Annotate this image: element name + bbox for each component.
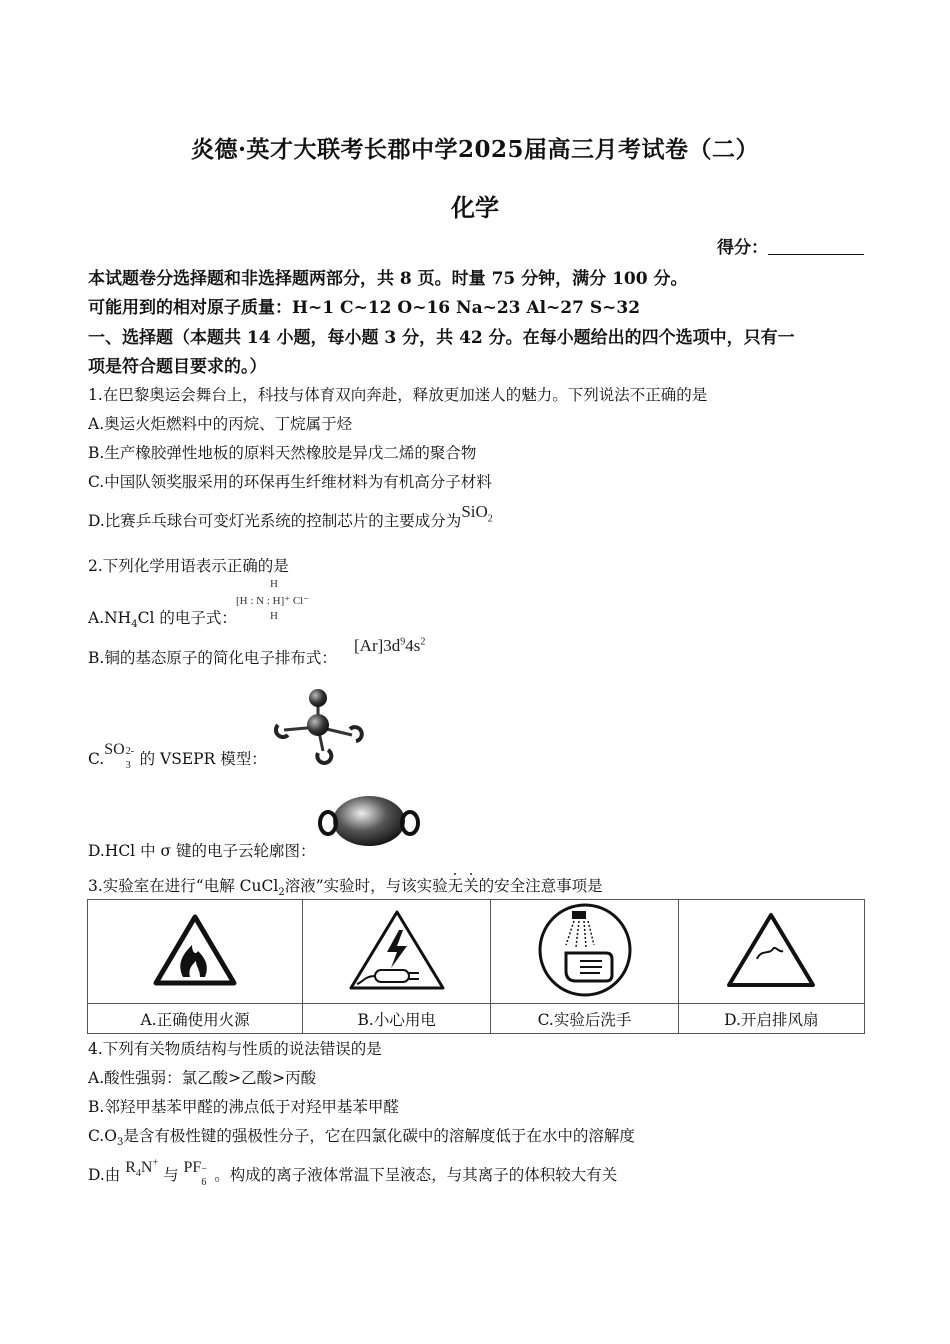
cu-electron-config: $[Ar]3d^94s^2$ [354,636,426,655]
instructions-line2: 可能用到的相对原子质量：H~1 C~12 O~16 Na~23 Al~27 S~32 [88,298,641,318]
option-c-icon-cell [491,900,678,1004]
q4-option-c: $C.O_3$是含有极性键的强极性分子，它在四氯化碳中的溶解度低于在水中的溶解度 [88,1127,635,1149]
so3-ion: SO 2- 3 [104,741,135,771]
score-label: 得分： [717,238,768,258]
q1-option-d [88,502,493,533]
q4-stem: 4.下列有关物质结构与性质的说法错误的是 [88,1040,382,1058]
option-d-icon-cell [678,900,864,1004]
instructions-line1: 本试题卷分选择题和非选择题两部分，共 8 页。时量 75 分钟，满分 100 分。 [88,269,688,289]
option-d-label: D.开启排风扇 [678,1004,864,1034]
section1-heading: 一、选择题（本题共 14 小题，每小题 3 分，共 42 分。在每小题给出的四个选项中，只有一 [88,328,795,348]
ventilation-icon [723,909,819,991]
electric-shock-icon [347,908,447,992]
q4-option-d: D.由 $R_4N^+$ 与 PF − 6 。构成的离子液体常温下呈液态，与其离子的体积较大有关 [88,1157,618,1188]
score-field [717,233,864,258]
q3-stem: 3.实验室在进行“电解 CuCl$_2$溶液”实验时，与该实验无关 的安全注意事项是 [88,874,603,898]
nh4cl-electron-formula: H [H : N : H]⁺ Cl⁻ H [236,578,310,622]
q1-stem: 1.在巴黎奥运会舞台上，科技与体育双向奔赴，释放更加迷人的魅力。下列说法不正确的是 [88,386,708,404]
q2-option-b: B.铜的基态原子的简化电子排布式： [88,649,337,667]
r4n-ion: $R_4N^+$ [125,1157,159,1180]
vsepr-model-image [268,685,364,765]
hand-wash-icon [536,901,634,999]
q1-option-d-text: D.比赛乒乓球台可变灯光系统的控制芯片的主要成分为 [88,512,462,530]
fire-icon [150,911,240,989]
subject-title: 化学 [451,193,499,222]
section1-heading-cont: 项是符合题目要求的。） [88,357,267,377]
q2-option-a: $A.NH_4Cl$ 的电子式： [88,609,237,631]
q1-option-c: C.中国队领奖服采用的环保再生纤维材料为有机高分子材料 [88,473,492,491]
safety-options-table [87,899,865,1034]
q2-option-d: D.HCl 中 σ 键的电子云轮廓图： [88,842,316,860]
q1-option-a: A.奥运火炬燃料中的丙烷、丁烷属于烃 [88,415,353,433]
exam-title: 炎德·英才大联考长郡中学2025届高三月考试卷（二） [190,136,760,163]
score-blank [768,238,864,255]
q1-option-b: B.生产橡胶弹性地板的原料天然橡胶是异戊二烯的聚合物 [88,444,477,462]
option-b-icon-cell [303,900,491,1004]
pf6-ion: PF − 6 [183,1159,207,1188]
q2-stem: 2.下列化学用语表示正确的是 [88,557,289,575]
q4-option-b: B.邻羟甲基苯甲醛的沸点低于对羟甲基苯甲醛 [88,1098,399,1116]
sio2-formula: SiO$_2$ [461,502,493,525]
option-c-label: C.实验后洗手 [491,1004,678,1034]
option-a-icon-cell [88,900,303,1004]
q2-option-c: C.SO 2- 3 的 VSEPR 模型： [88,741,267,771]
q3-emphasis: 无关 [448,877,479,895]
option-a-label: A.正确使用火源 [88,1004,303,1034]
q4-option-a: A.酸性强弱：氯乙酸>乙酸>丙酸 [88,1069,317,1087]
sigma-bond-cloud-image [316,793,422,849]
option-b-label: B.小心用电 [303,1004,491,1034]
